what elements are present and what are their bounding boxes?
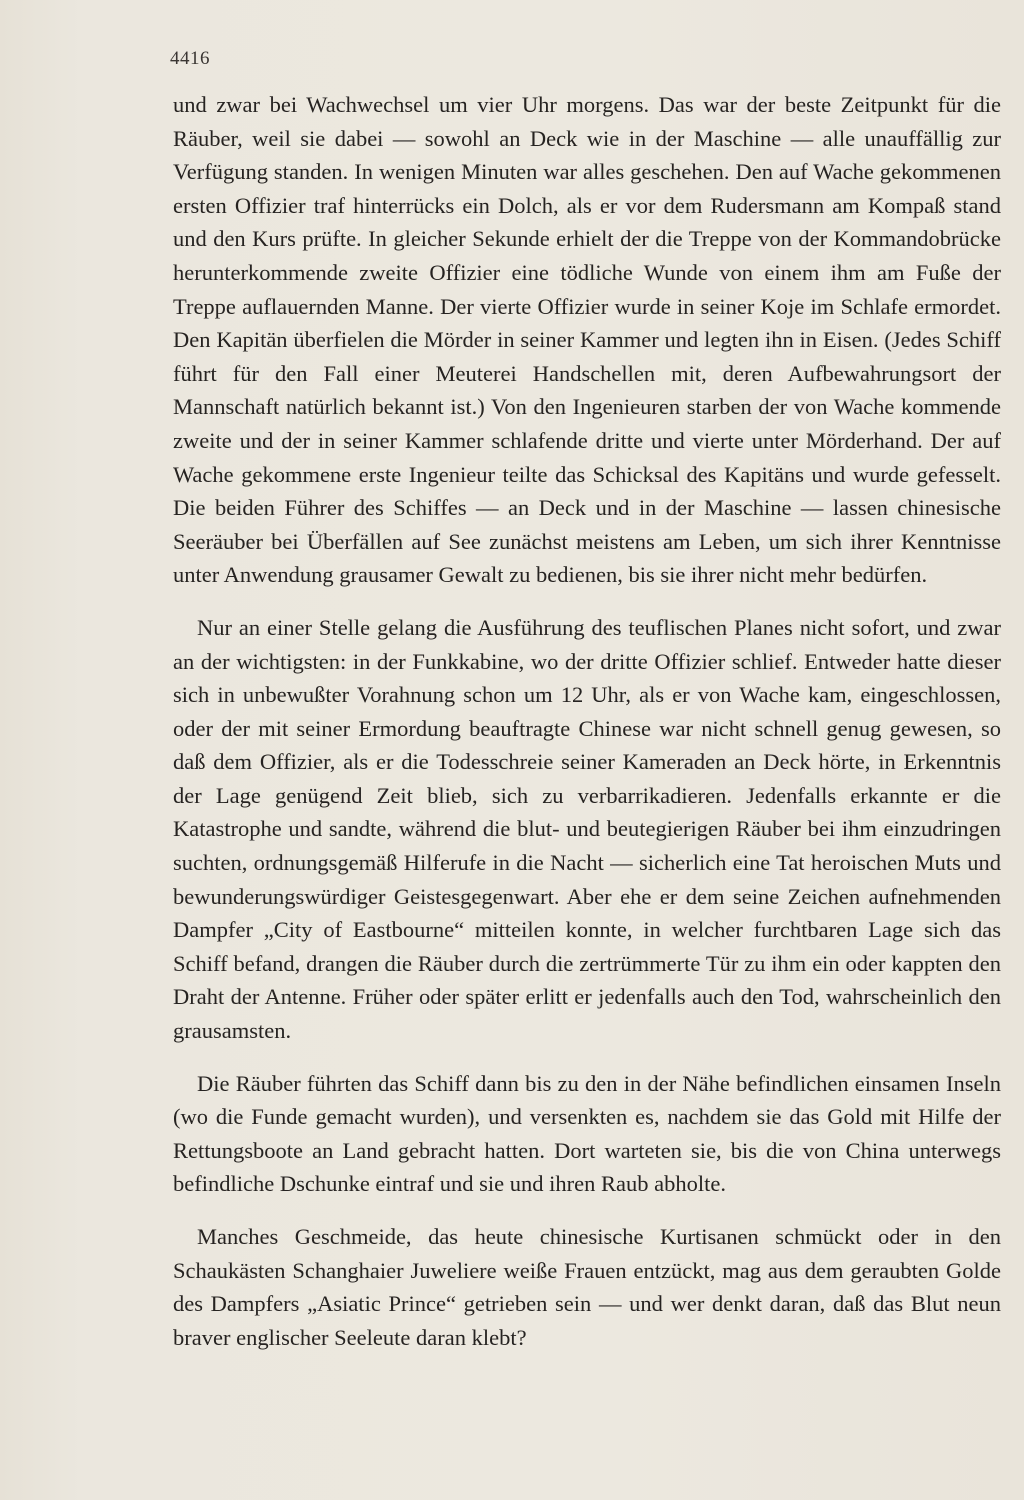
paragraph-ship-sunk: Die Räuber führten das Schiff dann bis zu den in der Nähe befindlichen einsamen Inseln (wo die Funde gemacht wurden), und versenkten es, nachdem sie das Gold mit Hilfe der Rettungsboote an Land gebracht hatten. Dort warteten sie, bis die von China unterwegs befindliche Dschunke eintraf und sie und ihren Raub abholte. bbox=[173, 1070, 1001, 1197]
page-number: 4416 bbox=[170, 48, 210, 69]
body-text bbox=[173, 88, 1001, 1354]
paragraph-radio-cabin: Nur an einer Stelle gelang die Ausführung des teuflischen Planes nicht sofort, und zwar an der wichtigsten: in der Funkkabine, wo der dritte Offizier schlief. Entweder hatte dieser sich in unbewußter Vorahnung schon um 12 Uhr, als er von Wache kam, eingeschlossen, oder der mit seiner Ermordung beauftragte Chinese war nicht schnell genug gewesen, so daß dem Offizier, als er die Todesschreie seiner Kameraden an Deck hörte, in Erkenntnis der Lage genügend Zeit blieb, sich zu verbarrikadieren. Jedenfalls erkannte er die Katastrophe und sandte, während die blut- und beutegierigen Räuber bei ihm einzudringen suchten, ordnungsgemäß Hilferufe in die Nacht — sicherlich eine Tat heroischen Muts und bewunderungswürdiger Geistesgegenwart. Aber ehe er dem seine Zeichen aufnehmenden Dampfer „City of Eastbourne“ mitteilen konnte, in welcher furchtbaren Lage sich das Schiff befand, drangen die Räuber durch die zertrümmerte Tür zu ihm ein oder kappten den Draht der Antenne. Früher oder später erlitt er jedenfalls auch den Tod, wahrscheinlich den grausamsten. bbox=[173, 614, 1001, 1044]
paragraph-continuation: und zwar bei Wachwechsel um vier Uhr morgens. Das war der beste Zeitpunkt für die Räuber, weil sie dabei — sowohl an Deck wie in der Maschine — alle unauffällig zur Verfügung standen. In wenigen Minuten war alles geschehen. Den auf Wache gekommenen ersten Offizier traf hinterrücks ein Dolch, als er vor dem Rudersmann am Kompaß stand und den Kurs prüfte. In gleicher Sekunde erhielt der die Treppe von der Kommandobrücke herunterkommende zweite Offizier eine tödliche Wunde von einem ihm am Fuße der Treppe auflauernden Manne. Der vierte Offizier wurde in seiner Koje im Schlafe ermordet. Den Kapitän überfielen die Mörder in seiner Kammer und legten ihn in Eisen. (Jedes Schiff führt für den Fall einer Meuterei Handschellen mit, deren Aufbewahrungsort der Mannschaft natürlich bekannt ist.) Von den Ingenieuren starben der von Wache kommende zweite und der in seiner Kammer schlafende dritte und vierte unter Mörderhand. Der auf Wache gekommene erste Ingenieur teilte das Schicksal des Kapitäns und wurde gefesselt. Die beiden Führer des Schiffes — an Deck und in der Maschine — lassen chinesische Seeräuber bei Überfällen auf See zunächst meistens am Leben, um sich ihrer Kenntnisse unter Anwendung grausamer Gewalt zu bedienen, bis sie ihrer nicht mehr bedürfen. bbox=[173, 92, 1001, 588]
paragraph-closing: Manches Geschmeide, das heute chinesische Kurtisanen schmückt oder in den Schaukästen Schanghaier Juweliere weiße Frauen entzückt, mag aus dem geraubten Golde des Dampfers „Asiatic Prince“ getrieben sein — und wer denkt daran, daß das Blut neun braver englischer Seeleute daran klebt? bbox=[173, 1224, 1001, 1350]
